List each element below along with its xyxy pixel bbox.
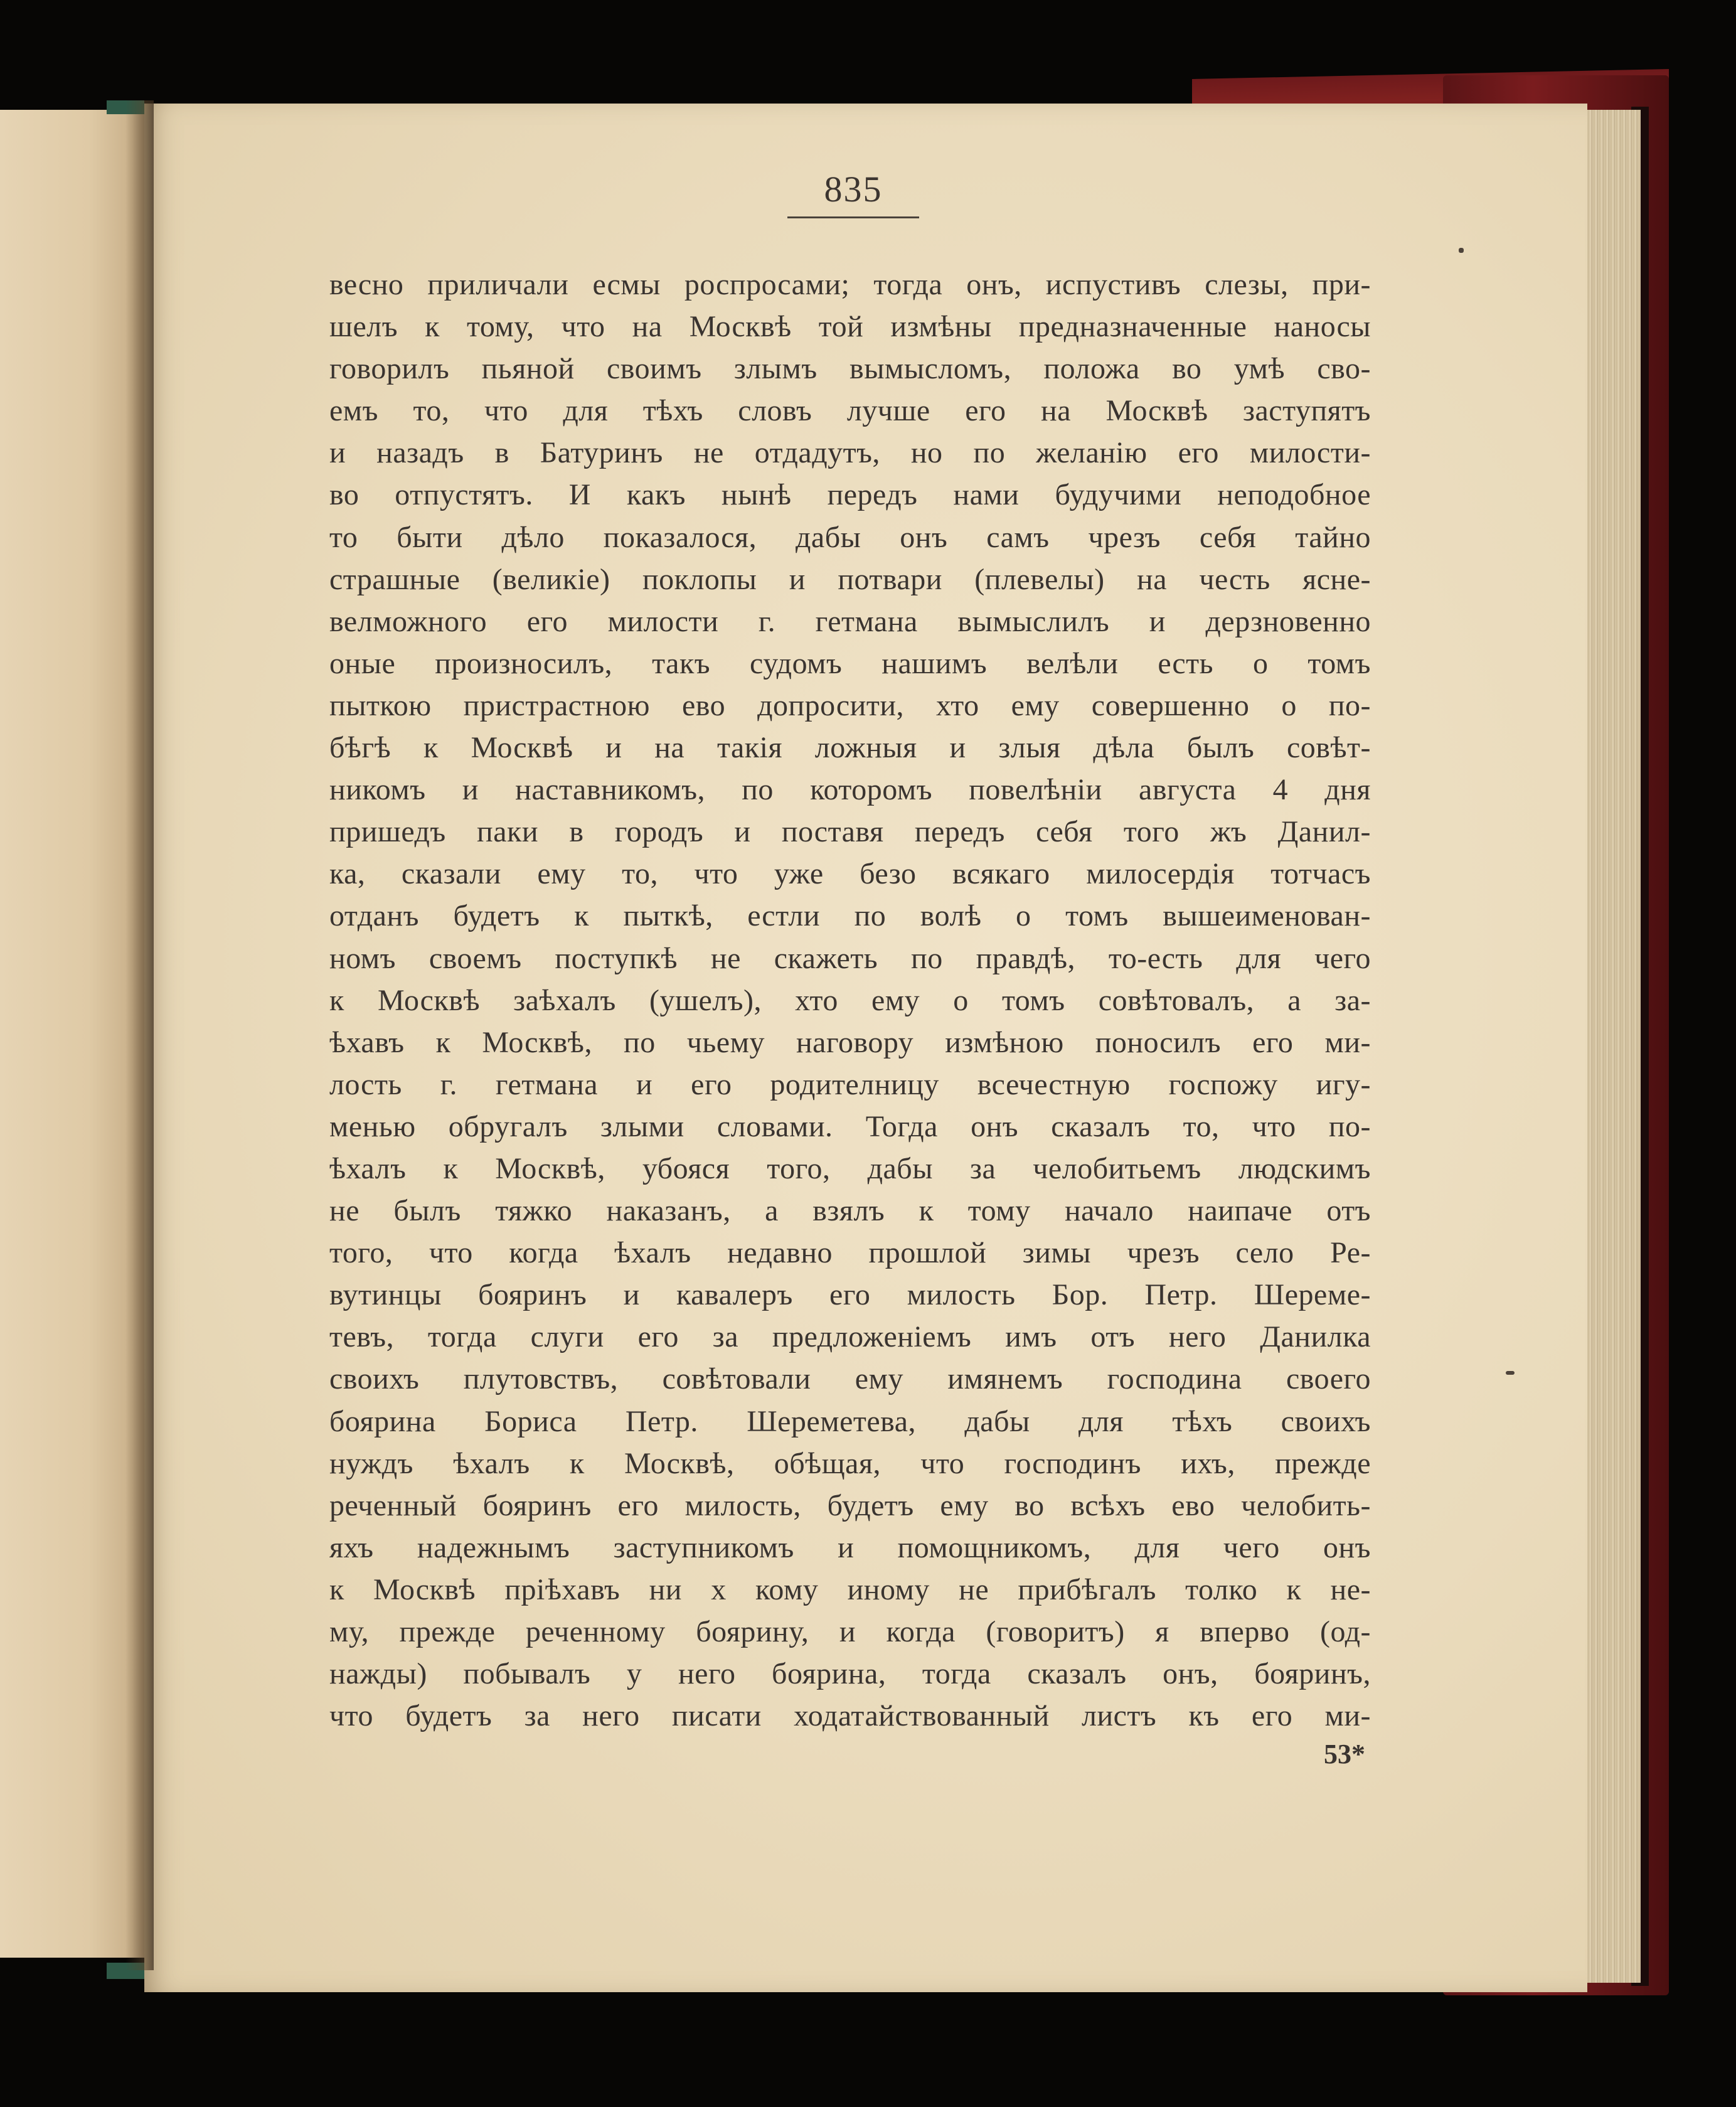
text-line: велможного его милости г. гетмана вымыслилъ и дерзновенно <box>329 604 1371 638</box>
page-body-text <box>329 264 1371 1737</box>
page-block-edges <box>1581 110 1641 1983</box>
text-line: не былъ тяжко наказанъ, а взялъ к тому начало наипаче отъ <box>329 1194 1371 1228</box>
text-line: во отпустятъ. И какъ нынѣ передъ нами будучими неподобное <box>329 478 1371 512</box>
text-line: своихъ плутовствъ, совѣтовали ему имянемъ господина своего <box>329 1362 1371 1396</box>
text-line: что будетъ за него писати ходатайствованный листъ къ его ми- <box>329 1699 1371 1733</box>
text-line: пыткою пристрастною ево допросити, хто ему совершенно о по- <box>329 688 1371 722</box>
text-line: нуждъ ѣхалъ к Москвѣ, обѣщая, что господинъ ихъ, прежде <box>329 1446 1371 1480</box>
text-line: боярина Бориса Петр. Шереметева, дабы для тѣхъ своихъ <box>329 1404 1371 1438</box>
text-line: емъ то, что для тѣхъ словъ лучше его на Москвѣ заступятъ <box>329 394 1371 428</box>
text-line: к Москвѣ заѣхалъ (ушелъ), хто ему о томъ совѣтовалъ, а за- <box>329 983 1371 1017</box>
text-line: ѣхавъ к Москвѣ, по чьему наговору измѣною поносилъ его ми- <box>329 1025 1371 1059</box>
text-line: вутинцы бояринъ и кавалеръ его милость Бор. Петр. Шереме- <box>329 1278 1371 1312</box>
text-line: никомъ и наставникомъ, по которомъ повелѣніи августа 4 дня <box>329 773 1371 807</box>
text-line: то быти дѣло показалося, дабы онъ самъ чрезъ себя тайно <box>329 520 1371 554</box>
text-line: пришедъ паки в городъ и поставя передъ себя того жъ Данил- <box>329 815 1371 849</box>
text-line: яхъ надежнымъ заступникомъ и помощникомъ, для чего онъ <box>329 1530 1371 1564</box>
paper-speck <box>1459 248 1464 253</box>
text-line: му, прежде реченному боярину, и когда (говоритъ) я впервo (од- <box>329 1615 1371 1648</box>
text-line: весно приличали есмы роспросами; тогда онъ, испустивъ слезы, при- <box>329 268 1371 301</box>
paper-speck <box>1506 1371 1515 1375</box>
text-line: лость г. гетмана и его родителницу всечестную госпожу игу- <box>329 1067 1371 1101</box>
text-line: отданъ будетъ к пыткѣ, естли по волѣ о томъ вышеименован- <box>329 899 1371 933</box>
text-line: реченный бояринъ его милость, будетъ ему во всѣхъ ево челобить- <box>329 1488 1371 1522</box>
spine-shadow <box>125 100 154 1970</box>
page-number-rule <box>787 216 919 218</box>
page-number: 835 <box>824 169 883 210</box>
text-line: к Москвѣ пріѣхавъ ни х кому иному не прибѣгалъ толко к не- <box>329 1572 1371 1606</box>
text-line: ѣхалъ к Москвѣ, убояся того, дабы за челобитьемъ людскимъ <box>329 1151 1371 1185</box>
text-line: ка, сказали ему то, что уже безо всякаго милосердія тотчасъ <box>329 857 1371 891</box>
text-line: говорилъ пьяной своимъ злымъ вымысломъ, положа во умѣ сво- <box>329 352 1371 386</box>
text-line: номъ своемъ поступкѣ не скажеть по правдѣ, то-есть для чего <box>329 941 1371 975</box>
text-line: менью обругалъ злыми словами. Тогда онъ сказалъ то, что по- <box>329 1109 1371 1143</box>
text-line: тевъ, тогда слуги его за предложеніемъ имъ отъ него Данилка <box>329 1320 1371 1354</box>
text-line: оные произносилъ, такъ судомъ нашимъ велѣли есть о томъ <box>329 646 1371 680</box>
text-line: страшные (великіе) поклопы и потвари (плевелы) на честь ясне- <box>329 562 1371 596</box>
text-line: нажды) побывалъ у него боярина, тогда сказалъ онъ, бояринъ, <box>329 1657 1371 1691</box>
text-line: бѣгѣ к Москвѣ и на такія ложныя и злыя дѣла былъ совѣт- <box>329 731 1371 765</box>
text-line: и назадъ в Батуринъ не отдадутъ, но по желанію его милости- <box>329 436 1371 470</box>
text-line: того, что когда ѣхалъ недавно прошлой зимы чрезъ село Ре- <box>329 1236 1371 1270</box>
printer-signature-mark: 53* <box>1324 1739 1365 1769</box>
text-line: шелъ к тому, что на Москвѣ той измѣны предназначенные наносы <box>329 310 1371 344</box>
